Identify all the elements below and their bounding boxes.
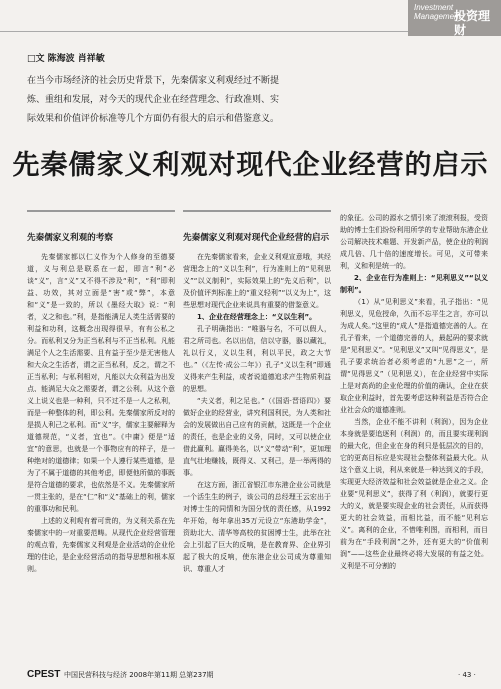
col2-paragraph-4: 在这方面，浙江省银江市东港企业公司就是一个活生生的例子，该公司的总经理王云宏出于对博士生的同情和为国分忧的责任感，从1992年开始，每年拿出35万元设立“东港助学金”，资助北大、清华等高校的贫困博士生，此举在社会上引起了巨大的反响，是在教育界、企业界引起了极大的反响，使东港企业公司成为尊重知识、尊重人才	[183, 481, 331, 573]
col3-paragraph-2: （1）从“见利思义”来看，孔子指出：“见利思义，见危授命，久而不忘平生之言，亦可以为成人矣。”这里的“成人”是指道德完善的人。在孔子看来，一个道德完善的人，最起码的要求就是“见利思义”。“见利思义”又叫“见得思义”，是孔子要求统治者必须考虑的“九思”之一，所谓“见得思义”（见利思义），在企业经营中实际上是对高尚的企业伦理的价值的确认，企业在获取企业利益时，首先要考虑这种利益是否符合企业社会众的道德准则。	[340, 298, 488, 414]
header-rule	[0, 31, 408, 32]
article-title: 先秦儒家义利观对现代企业经营的启示	[12, 150, 489, 181]
author-byline: □文 陈海波 肖祥敏	[27, 54, 105, 64]
col2-paragraph-3: “夫义者，利之足也。”（《国语·晋语四》）要做好企业的经营业，讲究利国利民，为人类和社会的发展做出自己应有的贡献，这既是一个企业的责任，也是企业的义务，同时，又可以使企业借此赢利。赢得美名，以“义”带动“利”，更加理直气壮地赚钱，既得义、又利己，是一举两得的事。	[183, 397, 331, 477]
journal-logo: CPEST	[27, 669, 61, 680]
section-header-english	[414, 3, 461, 21]
page-number: · 43 ·	[458, 671, 476, 679]
journal-issue-info: 中国民营科技与经济 2008年第11期 总第237期	[64, 671, 214, 679]
section-header-english-line2: Management	[414, 12, 461, 21]
abstract: 在当今市场经济的社会历史背景下，先秦儒家义利观经过不断提炼、重组和发展，对今天的现代企业在经营理念、行政准则、实际效果和价值评价标准等几个方面仍有很大的启示和借鉴意义。	[27, 76, 280, 124]
column-2	[183, 232, 331, 575]
col1-paragraph-1: 先秦儒家都以仁义作为个人修身的至德要道，义与利总是联系在一起，即言“利”必谈“义”，言“义”又不得不涉及“利”，“利”即利益、功效，其对立面是“害”或“弊”，本意和“义”是一致的，所以《墨经大取》说：“利者，义之和也。”利，是指能满足人类生活需要的利益和功利，这概念出现得很早，有有公私之分。而私利又分为正当私利与不正当私利。凡能满足个人之生活需要、且有益于至少是无害他人和大众之生活者，谓之正当私利，反之，谓之不正当私利；与私利相对，凡能以大众利益为出发点、能满足大众之需要者，谓之公利。从这个意义上说义也是一种利，只不过不是一人之私利，而是一种整体的利，即公利。先秦儒家所反对的是损人利己之私利。而“义”字，儒家主要解释为道德规范，“义者，宜也”。《中庸》便是“适宜”的意思，也就是一个事物应有的样子，是一种绝对的道德律；如果一个人遵行某些道德，是为了不属于道德的其他考虑，即便他所做的事既是符合道德的要求，也依然是不义。先秦儒家所一贯主张的，是在“仁”和“义”基础上的利，儒家的重事功和民利。	[27, 253, 175, 513]
col1-paragraph-2: 上述的义利观有着可贵的，为义利关系在先秦儒家中的一对重要范畴。从现代企业经营管理的观点看，先秦儒家义利观是企业活动的企业伦理的佳论，是企业经营活动的指导思想和根本原则。	[27, 517, 175, 573]
section-header-english-line1: Investment	[414, 3, 454, 12]
column-2-rule	[183, 210, 331, 212]
col2-paragraph-1: 在先秦儒家看来，企业义利观宣意哦，其经营理念上的“义以生利”，行为准则上的“见利思义”“以义制利”，实际效果上的“先义后利”，以及价值评判标准上的“重义轻利”“以义为上”，这些思想对现代企业来说具有重要的借鉴意义。	[183, 253, 331, 309]
col3-paragraph-3: 当然，企业不能不讲利（利润），因为企业本身就是要追逐利（利润）的，而且要实现利润的最大化，但企业在身的利只是低层次的目的，它的更高目标应是实现社会整体利益最大化。从这个意义上说，利从来就是一种达到义的手段，实现更大经济效益和社会效益就是企业之义。企业要“见利思义”，获得了利（利润），就要行更大的义，就是要实现企业的社会责任，从而获得更大的社会效益，而相比益，而不能“见利忘义”。离利的企业，不惜唯利图，而相利，而目前为在“手段利润”之外，还有更大的“价值利润”——这些企业最终必将大发展的有益之处。义利是不可分割的	[340, 418, 488, 570]
col3-subheading: 2、企业在行为准则上：“见利思义”“以义制利”。	[340, 274, 488, 294]
col2-subheading: 1、企业在经营理念上：“义以生利”。	[197, 313, 317, 321]
section-heading-1: 先秦儒家义利观的考察	[27, 233, 113, 243]
section-header-chinese: 投资理财	[454, 9, 491, 37]
column-1	[27, 232, 175, 575]
col3-paragraph-1: 的象征。公司的源水之情引来了滚滚利报，受资助的博士生们纷纷利用所学的专业帮助东港企业公司解决技术难题、开发新产品，使企业的利润成几倍、几十倍的速度增长。可见，义可带来利，义和利是统一的。	[340, 214, 488, 270]
col2-paragraph-2: 孔子明确指出：“唯器与名，不可以假人，君之所司也。名以出信，信以守器，器以藏礼，礼以行义，义以生利，利以平民，政之大节也。”（《左传·成公二年》）孔子“义以生利”即通义得来产生利益，或者说道德追求产生物质利益的思想。	[183, 325, 331, 393]
section-heading-2: 先秦儒家义利观对现代企业经营的启示	[183, 233, 330, 243]
column-1-rule	[27, 210, 175, 212]
column-3	[340, 212, 488, 572]
